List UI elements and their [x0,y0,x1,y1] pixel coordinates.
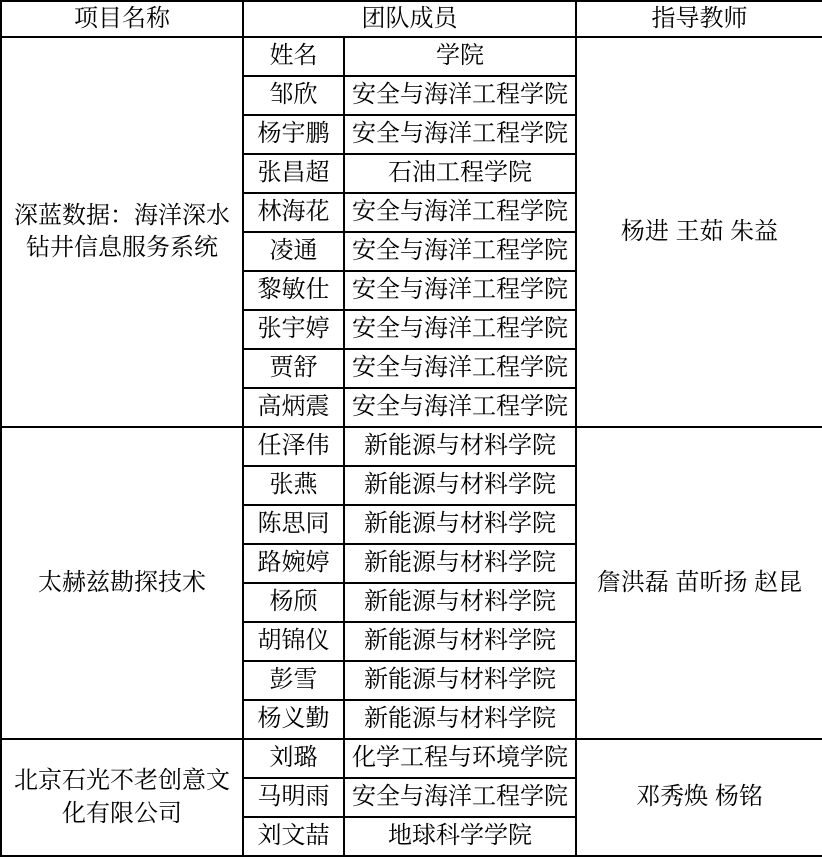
member-college-cell: 新能源与材料学院 [344,622,576,661]
member-college-cell: 新能源与材料学院 [344,700,576,739]
member-college-cell: 新能源与材料学院 [344,661,576,700]
subheader-college-cell: 学院 [344,37,576,76]
member-name-cell: 杨义勤 [243,700,344,739]
member-name-cell: 杨宇鹏 [243,115,344,154]
member-name-cell: 刘璐 [243,739,344,778]
member-college-cell: 新能源与材料学院 [344,427,576,466]
member-college-cell: 安全与海洋工程学院 [344,193,576,232]
member-college-cell: 新能源与材料学院 [344,544,576,583]
member-college-cell: 安全与海洋工程学院 [344,271,576,310]
member-name-cell: 陈思同 [243,505,344,544]
project-name-cell: 深蓝数据：海洋深水钻井信息服务系统 [1,37,243,427]
header-row [1,1,822,37]
header-team-members: 团队成员 [243,1,576,37]
project-row [1,739,822,778]
advisor-cell: 邓秀焕 杨铭 [576,739,822,856]
member-name-cell: 任泽伟 [243,427,344,466]
member-name-cell: 杨颀 [243,583,344,622]
member-name-cell: 刘文喆 [243,817,344,856]
member-name-cell: 路婉婷 [243,544,344,583]
header-advisor: 指导教师 [576,1,822,37]
member-name-cell: 凌通 [243,232,344,271]
member-name-cell: 林海花 [243,193,344,232]
member-name-cell: 张宇婷 [243,310,344,349]
member-name-cell: 贾舒 [243,349,344,388]
member-name-cell: 邹欣 [243,76,344,115]
project-name-cell: 太赫兹勘探技术 [1,427,243,739]
member-name-cell: 马明雨 [243,778,344,817]
subheader-name-cell: 姓名 [243,37,344,76]
advisor-cell: 杨进 王茹 朱益 [576,37,822,427]
member-college-cell: 安全与海洋工程学院 [344,388,576,427]
member-name-cell: 黎敏仕 [243,271,344,310]
advisor-cell: 詹洪磊 苗昕扬 赵昆 [576,427,822,739]
table-body [1,37,822,856]
table-header [1,1,822,37]
member-college-cell: 安全与海洋工程学院 [344,115,576,154]
member-college-cell: 安全与海洋工程学院 [344,349,576,388]
member-name-cell: 胡锦仪 [243,622,344,661]
member-college-cell: 安全与海洋工程学院 [344,232,576,271]
member-college-cell: 新能源与材料学院 [344,505,576,544]
project-row [1,37,822,76]
project-name-cell: 北京石光不老创意文化有限公司 [1,739,243,856]
member-college-cell: 安全与海洋工程学院 [344,310,576,349]
member-college-cell: 化学工程与环境学院 [344,739,576,778]
member-name-cell: 高炳震 [243,388,344,427]
member-name-cell: 张昌超 [243,154,344,193]
member-college-cell: 安全与海洋工程学院 [344,778,576,817]
member-name-cell: 张燕 [243,466,344,505]
member-name-cell: 彭雪 [243,661,344,700]
member-college-cell: 新能源与材料学院 [344,466,576,505]
header-project-name: 项目名称 [1,1,243,37]
member-college-cell: 新能源与材料学院 [344,583,576,622]
project-row [1,427,822,466]
member-college-cell: 地球科学学院 [344,817,576,856]
member-college-cell: 安全与海洋工程学院 [344,76,576,115]
member-college-cell: 石油工程学院 [344,154,576,193]
